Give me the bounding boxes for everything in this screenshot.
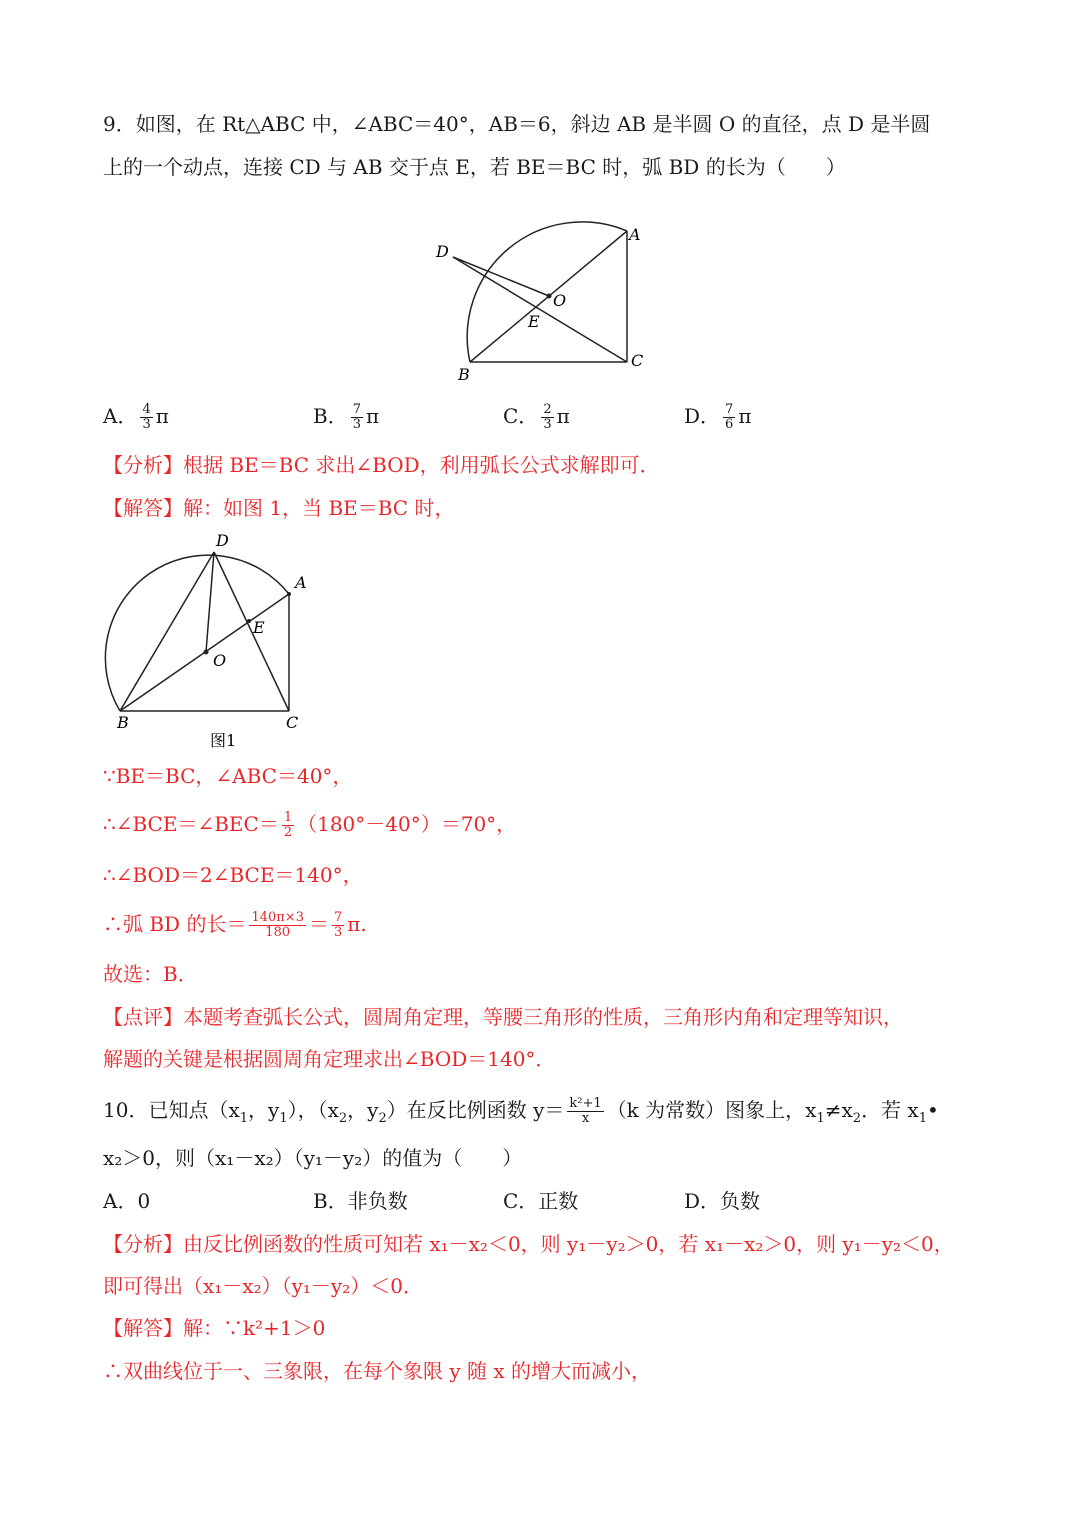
q9-label-b: B [458, 365, 470, 384]
q9-option-d: D． $\frac{7}{6}$ π [684, 402, 752, 432]
q9-label-o: O [553, 291, 567, 310]
q9-fig1 [100, 530, 320, 755]
fig1-label-b: B [117, 713, 129, 732]
q10-analysis-line1: 【分析】由反比例函数的性质可知若 x₁－x₂＜0，则 y₁－y₂＞0，若 x₁－x₂＞0，则 y₁－y₂＜0， [103, 1232, 954, 1256]
q9-label-c: C [631, 351, 644, 370]
q10-analysis-line2: 即可得出（x₁－x₂）（y₁－y₂）＜0． [103, 1274, 423, 1298]
q9-step3: ∴∠BOD＝2∠BCE＝140°， [103, 863, 363, 887]
q9-comment-line2: 解题的关键是根据圆周角定理求出∠BOD＝140°． [103, 1047, 556, 1071]
q10-option-d: D．负数 [684, 1189, 761, 1213]
fig1-label-d: D [216, 531, 229, 550]
q9-stem-line2: 上的一个动点，连接 CD 与 AB 交于点 E，若 BE＝BC 时，弧 BD 的长为（ ） [103, 155, 846, 179]
fig1-label-o: O [213, 651, 227, 670]
fig1-caption: 图1 [210, 731, 237, 750]
q10-option-b: B．非负数 [313, 1189, 408, 1213]
fig1-line-dc [214, 552, 289, 711]
fig1-label-c: C [286, 713, 299, 732]
q9-step2: ∴∠BCE＝∠BEC＝ $\frac{1}{2}$ （180°－40°）＝70°， [103, 810, 517, 840]
q9-stem-line1: 9．如图，在 Rt△ABC 中，∠ABC＝40°，AB＝6，斜边 AB 是半圆 O 的直径，点 D 是半圆 [103, 112, 931, 136]
q9-semicircle-arc [467, 222, 627, 362]
q10-option-c: C．正数 [503, 1189, 579, 1213]
q9-step4: ∴弧 BD 的长＝ $\frac{140\pi\times 3}{180}$ ＝ $\frac{7}{3}$ π. [103, 910, 367, 940]
q9-option-c: C． $\frac{2}{3}$ π [503, 402, 570, 432]
q9-point-o [547, 294, 552, 299]
fig1-label-e: E [253, 618, 265, 637]
q10-stem-line2: x₂＞0，则（x₁－x₂）（y₁－y₂）的值为（ ） [103, 1146, 523, 1170]
fig1-line-do [206, 552, 214, 652]
fig1-point-a [287, 592, 291, 596]
fig1-label-a: A [295, 573, 307, 592]
q10-answer-line1: 【解答】解：∵k²+1＞0 [103, 1316, 326, 1340]
q9-line-dc [453, 257, 627, 362]
q9-label-a: A [629, 225, 641, 244]
q9-label-e: E [528, 312, 540, 331]
q9-answer-intro: 【解答】解：如图 1，当 BE＝BC 时， [103, 496, 455, 520]
q9-line-do [453, 257, 549, 296]
q10-option-a: A．0 [103, 1189, 151, 1213]
fig1-line-bd [120, 552, 214, 711]
fig1-point-o [204, 650, 209, 655]
q9-comment-line1: 【点评】本题考查弧长公式，圆周角定理，等腰三角形的性质，三角形内角和定理等知识， [103, 1005, 903, 1029]
q10-answer-line2: ∴双曲线位于一、三象限，在每个象限 y 随 x 的增大而减小， [103, 1359, 652, 1383]
q9-option-a: A． $\frac{4}{3}$ π [103, 402, 169, 432]
q9-choice: 故选：B． [103, 962, 198, 986]
fig1-point-e [247, 619, 251, 623]
q9-option-b: B． $\frac{7}{3}$ π [313, 402, 380, 432]
q9-figure [420, 185, 660, 385]
q9-label-d: D [436, 242, 449, 261]
q9-step1: ∵BE＝BC，∠ABC＝40°， [103, 764, 353, 788]
q9-analysis: 【分析】根据 BE＝BC 求出∠BOD，利用弧长公式求解即可． [103, 453, 660, 477]
q10-stem-line1: 10．已知点（$x_1$，$y_1$），（$x_2$，$y_2$）在反比例函数 y＝ $\frac{\text{k²+1}}{x}$ （k 为常数）图象上，$x_1\ne x_2$．若 $x_1•$ [103, 1096, 939, 1126]
